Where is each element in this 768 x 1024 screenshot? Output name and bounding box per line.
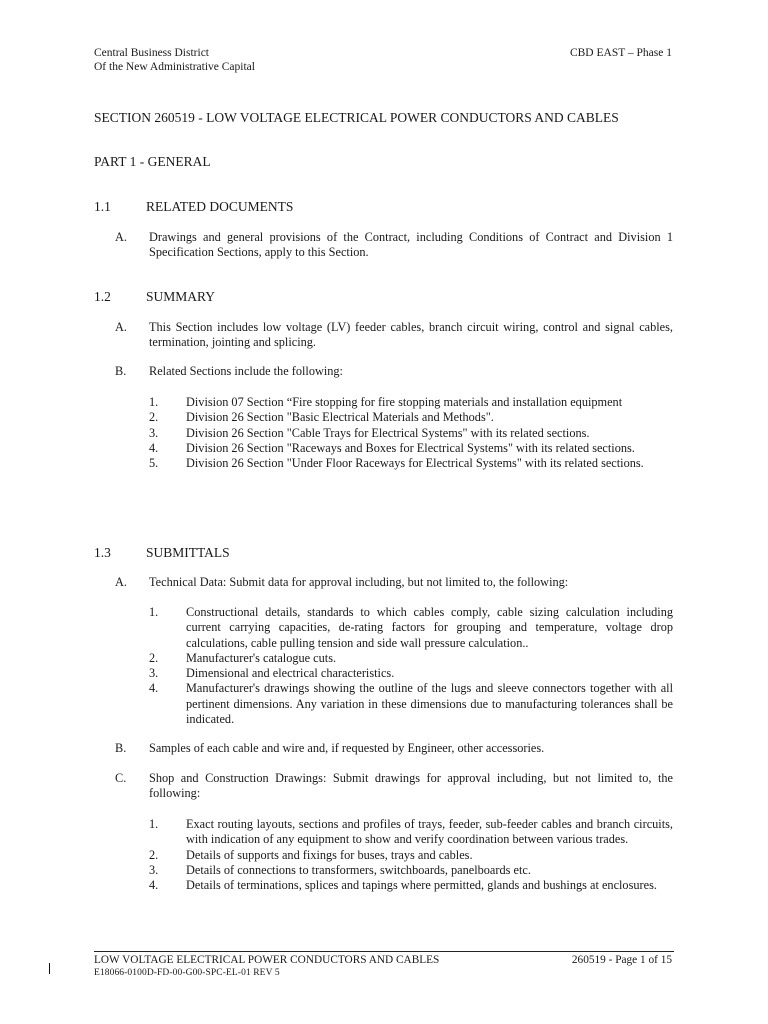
paragraph-letter: B. bbox=[115, 364, 127, 378]
list-item bbox=[149, 605, 673, 651]
list-item bbox=[149, 863, 673, 878]
article-heading-1-3 bbox=[94, 545, 230, 561]
footer-document-code: E18066-0100D-FD-00-G00-SPC-EL-01 REV 5 bbox=[94, 968, 280, 978]
list-item-number: 1. bbox=[149, 395, 159, 409]
list-item-text: Division 26 Section "Under Floor Raceways for Electrical Systems" with its related sections. bbox=[186, 456, 644, 471]
paragraph-letter: B. bbox=[115, 741, 127, 755]
paragraph-text: Related Sections include the following: bbox=[149, 364, 343, 378]
header-phase: CBD EAST – Phase 1 bbox=[569, 47, 672, 59]
article-title: SUMMARY bbox=[146, 289, 216, 304]
list-item-number: 2. bbox=[149, 847, 159, 862]
paragraph-text: Shop and Construction Drawings: Submit drawings for approval including, but not limited to, the following: bbox=[149, 771, 673, 801]
list-item bbox=[149, 878, 673, 893]
section-title: SECTION 260519 - LOW VOLTAGE ELECTRICAL POWER CONDUCTORS AND CABLES bbox=[94, 110, 619, 125]
paragraph-1-3-b bbox=[115, 741, 673, 756]
list-item-number: 5. bbox=[149, 456, 159, 471]
paragraph-text: Technical Data: Submit data for approval including, but not limited to, the following: bbox=[149, 575, 569, 589]
list-item-text: Constructional details, standards to which cables comply, cable sizing calculation including current carrying capacities, de-rating factors for grouping and temperature, voltage drop calculations, cable pulling tension and side wall pressure calculation.. bbox=[186, 605, 673, 650]
footer-divider bbox=[94, 951, 674, 952]
list-item-text: Manufacturer's drawings showing the outline of the lugs and sleeve connectors together with all pertinent dimensions. Any variation in these dimensions due to manufacturing tolerances shall be indicated. bbox=[186, 681, 673, 727]
list-item-number: 3. bbox=[149, 425, 159, 440]
list-item-text: Details of connections to transformers, switchboards, panelboards etc. bbox=[186, 862, 531, 877]
list-item bbox=[149, 456, 673, 471]
list-item bbox=[149, 395, 673, 410]
paragraph-letter: C. bbox=[115, 771, 127, 785]
article-heading-1-2 bbox=[94, 289, 215, 305]
paragraph-letter: A. bbox=[115, 230, 127, 244]
paragraph-letter: A. bbox=[115, 575, 127, 589]
shop-drawings-list bbox=[149, 817, 673, 893]
paragraph-text: This Section includes low voltage (LV) feeder cables, branch circuit wiring, control and signal cables, termination, jointing and splicing. bbox=[149, 320, 673, 350]
paragraph-1-2-b bbox=[115, 364, 673, 379]
header-project-line1: Central Business District bbox=[94, 47, 209, 59]
list-item-text: Details of supports and fixings for buses, trays and cables. bbox=[186, 847, 473, 862]
list-item-text: Dimensional and electrical characteristics. bbox=[186, 666, 395, 681]
paragraph-1-3-c bbox=[115, 771, 673, 802]
list-item bbox=[149, 817, 673, 848]
paragraph-1-2-a bbox=[115, 320, 673, 351]
article-title: RELATED DOCUMENTS bbox=[146, 199, 294, 214]
article-number: 1.3 bbox=[94, 545, 111, 560]
list-item-text: Details of terminations, splices and tapings where permitted, glands and bushings at enclosures. bbox=[186, 878, 657, 893]
list-item bbox=[149, 410, 673, 425]
list-item bbox=[149, 848, 673, 863]
paragraph-1-1-a bbox=[115, 230, 673, 261]
part-title: PART 1 - GENERAL bbox=[94, 154, 211, 169]
list-item-number: 4. bbox=[149, 440, 159, 455]
paragraph-text: Drawings and general provisions of the Contract, including Conditions of Contract and Division 1 Specification Sections, apply to this Section. bbox=[149, 230, 673, 260]
list-item-number: 2. bbox=[149, 410, 159, 425]
list-item-number: 3. bbox=[149, 862, 159, 877]
article-number: 1.2 bbox=[94, 289, 111, 304]
list-item bbox=[149, 441, 673, 456]
article-heading-1-1 bbox=[94, 199, 293, 215]
article-number: 1.1 bbox=[94, 199, 111, 214]
revision-bar bbox=[49, 963, 50, 974]
article-title: SUBMITTALS bbox=[146, 545, 230, 560]
list-item-text: Division 26 Section "Cable Trays for Electrical Systems" with its related sections. bbox=[186, 425, 590, 440]
footer-page-number: 260519 - Page 1 of 15 bbox=[571, 954, 672, 966]
paragraph-text: Samples of each cable and wire and, if requested by Engineer, other accessories. bbox=[149, 741, 545, 755]
list-item-number: 4. bbox=[149, 681, 159, 696]
list-item-text: Exact routing layouts, sections and profiles of trays, feeder, sub-feeder cables and branch circuits, with indication of any equipment to show and verify coordination between various trades. bbox=[186, 817, 673, 847]
list-item bbox=[149, 666, 673, 681]
list-item bbox=[149, 681, 673, 727]
list-item-number: 3. bbox=[149, 666, 159, 681]
list-item-number: 1. bbox=[149, 817, 159, 831]
paragraph-letter: A. bbox=[115, 320, 127, 334]
paragraph-1-3-a bbox=[115, 575, 673, 590]
list-item bbox=[149, 651, 673, 666]
list-item-text: Manufacturer's catalogue cuts. bbox=[186, 650, 337, 665]
technical-data-list bbox=[149, 605, 673, 727]
footer-section-name: LOW VOLTAGE ELECTRICAL POWER CONDUCTORS AND CABLES bbox=[94, 954, 440, 966]
related-sections-list bbox=[149, 395, 673, 471]
list-item-number: 4. bbox=[149, 878, 159, 893]
list-item-text: Division 26 Section "Raceways and Boxes for Electrical Systems" with its related sections. bbox=[186, 440, 635, 455]
list-item-number: 1. bbox=[149, 605, 159, 619]
list-item-number: 2. bbox=[149, 650, 159, 665]
page-header-left bbox=[94, 46, 255, 74]
header-project-line2: Of the New Administrative Capital bbox=[94, 61, 255, 73]
list-item-text: Division 07 Section “Fire stopping for fire stopping materials and installation equipment bbox=[186, 395, 623, 409]
list-item-text: Division 26 Section "Basic Electrical Materials and Methods". bbox=[186, 410, 494, 425]
list-item bbox=[149, 426, 673, 441]
